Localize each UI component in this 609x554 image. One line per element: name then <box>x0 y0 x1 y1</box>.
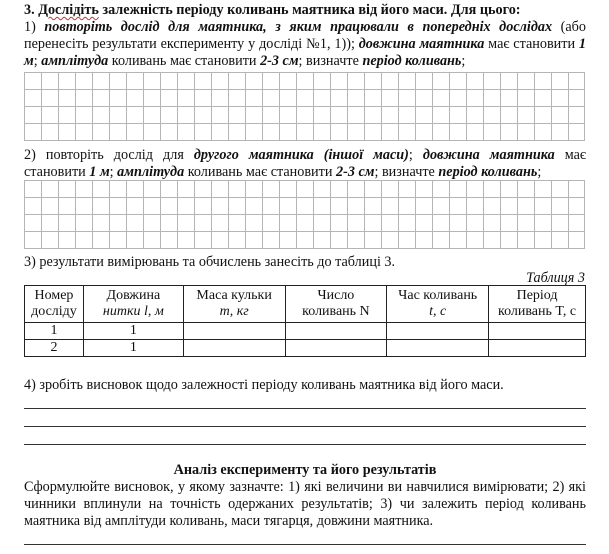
header-ball-mass: Маса кульки m, кг <box>183 286 285 323</box>
table-cell[interactable] <box>285 340 387 357</box>
table-cell[interactable] <box>285 323 387 340</box>
task-title-wavy: Дослідіть <box>38 2 99 18</box>
header-period: Період коливань T, с <box>489 286 586 323</box>
task-title: залежність періоду коливань маятника від його маси. Для цього: <box>98 2 521 18</box>
step-2-text: 2) повторіть дослід для другого маятника (іншої маси); довжина маятника має становити 1 м; амплітуда коливань має становити 2-3 см; визначте період коливань; <box>24 147 586 180</box>
table-cell[interactable] <box>183 340 285 357</box>
step-4-text: 4) зробіть висновок щодо залежності періоду коливань маятника від його маси. <box>24 377 504 393</box>
table-cell[interactable] <box>489 323 586 340</box>
table-cell[interactable] <box>183 323 285 340</box>
table-cell[interactable] <box>387 340 489 357</box>
header-oscillation-count: Число коливань N <box>285 286 387 323</box>
table-header-row <box>25 286 586 323</box>
answer-line[interactable] <box>24 544 586 545</box>
answer-line[interactable] <box>24 426 586 427</box>
table-caption: Таблиця 3 <box>526 270 585 286</box>
task-number: 3. <box>24 2 35 18</box>
table-row <box>25 323 586 340</box>
task-3-heading <box>24 2 586 19</box>
table-cell: 2 <box>25 340 84 357</box>
step-1-text: 1) повторіть дослід для маятника, з яким працювали в попередніх дослідах (або перенесіть результати експерименту у досліді №1, 1)); довжина маятника має становити 1 м; амплітуда коливань має становити 2-3 см; визначте період коливань; <box>24 19 586 69</box>
table-cell[interactable] <box>489 340 586 357</box>
step-3-text: 3) результати вимірювань та обчислень занесіть до таблиці 3. <box>24 254 396 270</box>
table-cell[interactable] <box>387 323 489 340</box>
analysis-text: Сформулюйте висновок, у якому зазначте: 1) які величини ви навчилися вимірювати; 2) які чинники вплинули на точність одержаних результатів; 3) чи залежить період коливань маятника від амплітуди коливань, маси тягарця, довжини маятника. <box>24 479 586 529</box>
table-cell: 1 <box>25 323 84 340</box>
table-row <box>25 340 586 357</box>
table-cell: 1 <box>83 323 183 340</box>
answer-line[interactable] <box>24 408 586 409</box>
answer-line[interactable] <box>24 444 586 445</box>
header-experiment-number: Номер досліду <box>25 286 84 323</box>
table-cell: 1 <box>83 340 183 357</box>
analysis-title: Аналіз експерименту та його результатів <box>173 462 437 478</box>
header-oscillation-time: Час коливань t, с <box>387 286 489 323</box>
header-thread-length: Довжина нитки l, м <box>83 286 183 323</box>
answer-grid-1[interactable] <box>24 72 585 141</box>
results-table <box>24 285 586 357</box>
answer-grid-2[interactable] <box>24 180 585 249</box>
